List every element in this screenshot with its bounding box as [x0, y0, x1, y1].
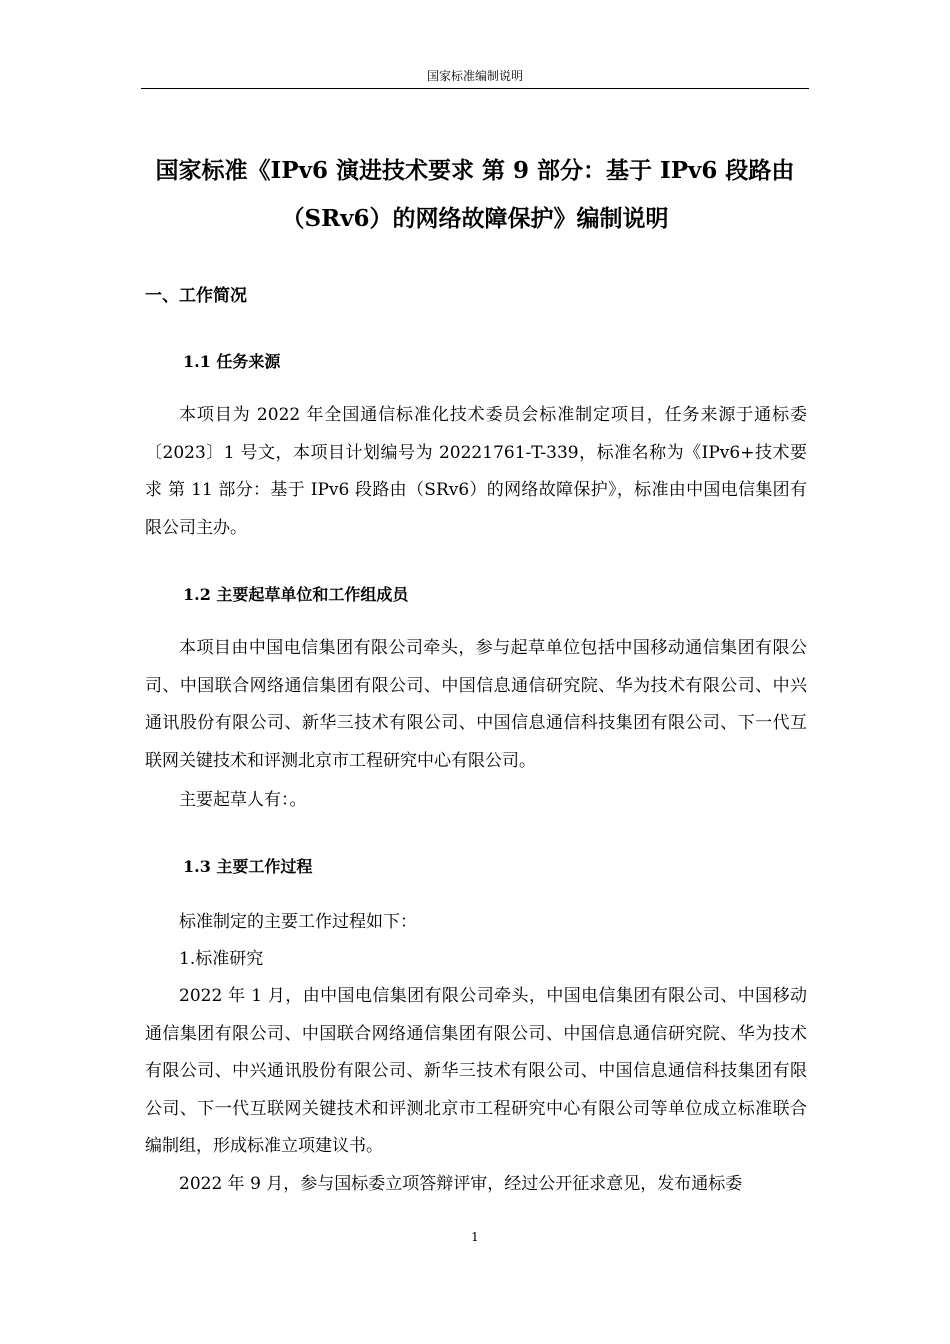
paragraph-task-source: 本项目为 2022 年全国通信标准化技术委员会标准制定项目，任务来源于通标委〔2023〕1 号文，本项目计划编号为 20221761-T-339，标准名称为《IPv6+技术要求 第 11 部分：基于 IPv6 段路由（SRv6）的网络故障保护》，标准由中国电信集团有限公司主办。	[145, 405, 807, 538]
section-heading-task-source: 1.1 任务来源	[183, 352, 281, 371]
document-title-line-2: （SRv6）的网络故障保护》编制说明	[281, 205, 669, 232]
paragraph-sep-2022: 2022 年 9 月，参与国标委立项答辩评审，经过公开征求意见，发布通标委	[179, 1174, 743, 1194]
document-title-line-1: 国家标准《IPv6 演进技术要求 第 9 部分：基于 IPv6 段路由	[155, 157, 795, 184]
section-heading-work-overview: 一、工作简况	[145, 286, 247, 306]
paragraph-drafting-units: 本项目由中国电信集团有限公司牵头，参与起草单位包括中国移动通信集团有限公司、中国联合网络通信集团有限公司、中国信息通信研究院、华为技术有限公司、中兴通讯股份有限公司、新华三技术有限公司、中国信息通信科技集团有限公司、下一代互联网关键技术和评测北京市工程研究中心有限公司。	[145, 638, 807, 771]
section-heading-drafting-units: 1.2 主要起草单位和工作组成员	[183, 585, 409, 604]
list-item-standard-research: 1.标准研究	[179, 949, 264, 969]
paragraph-research-jan-2022: 2022 年 1 月，由中国电信集团有限公司牵头，中国电信集团有限公司、中国移动通信集团有限公司、中国联合网络通信集团有限公司、中国信息通信研究院、华为技术有限公司、中兴通讯股份有限公司、新华三技术有限公司、中国信息通信科技集团有限公司、下一代互联网关键技术和评测北京市工程研究中心有限公司等单位成立标准联合编制组，形成标准立项建议书。	[145, 986, 807, 1156]
page-number: 1	[471, 1230, 479, 1244]
section-heading-work-process: 1.3 主要工作过程	[183, 857, 313, 876]
page-header: 国家标准编制说明	[426, 69, 523, 83]
drafters-line: 主要起草人有：。	[179, 790, 307, 810]
work-process-intro: 标准制定的主要工作过程如下：	[179, 912, 417, 932]
header-divider	[141, 88, 809, 89]
